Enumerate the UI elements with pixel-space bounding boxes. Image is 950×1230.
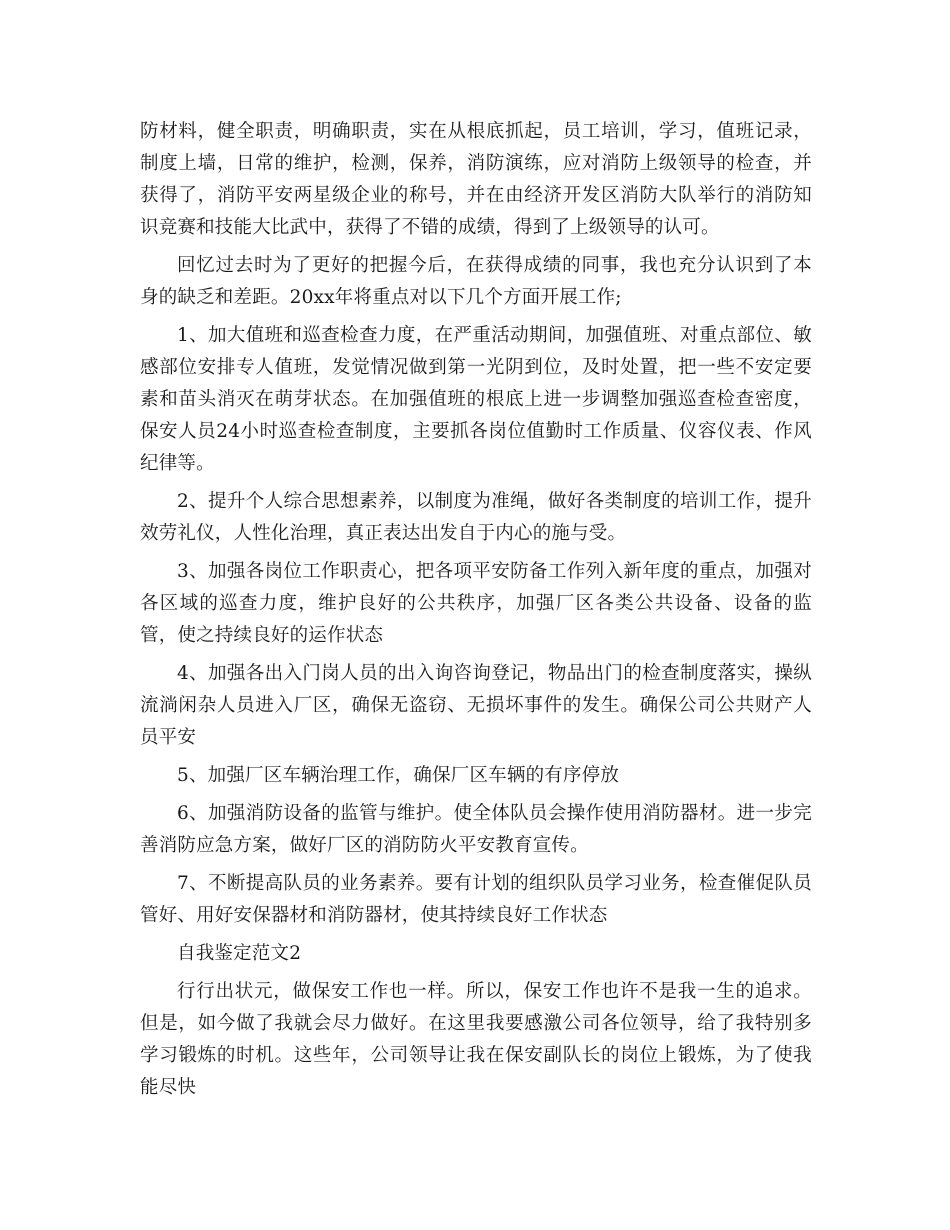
- paragraph-6: 4、加强各出入门岗人员的出入询咨询登记，物品出门的检查制度落实，操纵流淌闲杂人员进入厂区，确保无盗窃、无损坏事件的发生。确保公司公共财产人员平安: [140, 663, 812, 748]
- paragraph-1: 防材料，健全职责，明确职责，实在从根底抓起，员工培训，学习，值班记录，制度上墙，日常的维护，检测，保养，消防演练，应对消防上级领导的检查，并获得了，消防平安两星级企业的称号，并在由经济开发区消防大队举行的消防知识竞赛和技能大比武中，获得了不错的成绩，得到了上级领导的认可。: [140, 121, 812, 238]
- paragraph-10: 行行出状元，做保安工作也一样。所以，保安工作也许不是我一生的追求。但是，如今做了我就会尽力做好。在这里我要感激公司各位领导，给了我特别多学习锻炼的时机。这些年，公司领导让我在保安副队长的岗位上锻炼，为了使我能尽快: [140, 981, 812, 1098]
- paragraph-9: 7、不断提高队员的业务素养。要有计划的组织队员学习业务，检查催促队员管好、用好安保器材和消防器材，使其持续良好工作状态: [140, 873, 812, 926]
- paragraph-4: 2、提升个人综合思想素养，以制度为准绳，做好各类制度的培训工作，提升效劳礼仪，人性化治理，真正表达出发自于内心的施与受。: [140, 491, 812, 544]
- section-heading: 自我鉴定范文2: [177, 943, 302, 964]
- paragraph-3: 1、加大值班和巡查检查力度，在严重活动期间，加强值班、对重点部位、敏感部位安排专人值班，发觉情况做到第一光阴到位，及时处置，把一些不安定要素和苗头消灭在萌芽状态。在加强值班的根底上进一步调整加强巡查检查密度，保安人员24小时巡查检查制度，主要抓各岗位值勤时工作质量、仪容仪表、作风纪律等。: [140, 325, 812, 474]
- paragraph-5: 3、加强各岗位工作职责心，把各项平安防备工作列入新年度的重点，加强对各区域的巡查力度，维护良好的公共秩序，加强厂区各类公共设备、设备的监管，使之持续良好的运作状态: [140, 561, 812, 646]
- document-page: [140, 116, 812, 1110]
- paragraph-2: 回忆过去时为了更好的把握今后，在获得成绩的同事，我也充分认识到了本身的缺乏和差距。20xx年将重点对以下几个方面开展工作;: [140, 255, 812, 308]
- paragraph-8: 6、加强消防设备的监管与维护。使全体队员会操作使用消防器材。进一步完善消防应急方案，做好厂区的消防防火平安教育宣传。: [140, 803, 812, 856]
- paragraph-7: 5、加强厂区车辆治理工作，确保厂区车辆的有序停放: [177, 765, 620, 786]
